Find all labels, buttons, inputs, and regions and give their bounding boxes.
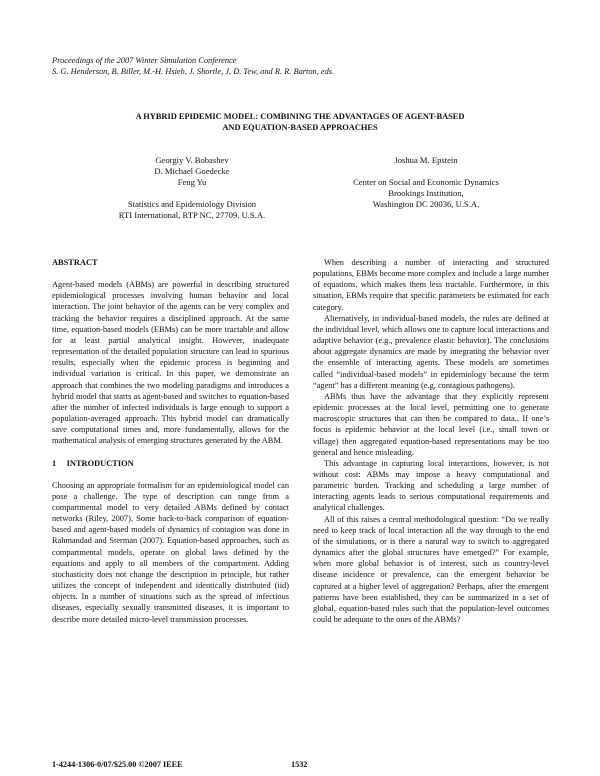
- body-paragraph: This advantage in capturing local interactions, however, is not without cost: ABMs may impose a heavy computational and parametric burden. Tracking and scheduling a large number of interacting agents leads to serious computational requirements and analytical challenges.: [313, 458, 549, 513]
- intro-heading: [52, 458, 289, 469]
- abstract-text: Agent-based models (ABMs) are powerful in describing structured epidemiological processes involving human behavior and local interaction. The joint behavior of the agents can be very complex and tracking the behavior requires a disciplined approach. At the same time, equation-based models (EBMs) can be more tractable and allow for at least partial analytical insight. However, inadequate representation of the detailed population structure can lead to spurious results, especially when the epidemic process is beginning and individual variation is critical. In this paper, we demonstrate an approach that combines the two modeling paradigms and introduces a hybrid model that starts as agent-based and switches to equation-based after the number of infected individuals is large enough to support a population-averaged approach. This hybrid model can dramatically save computational times and, more fundamentally, allows for the mathematical analysis of emerging structures generated by the ABM.: [52, 280, 289, 446]
- affiliation-line: Brookings Institution,: [388, 188, 464, 198]
- affiliation-line: Washington DC 20036, U.S.A.: [372, 199, 480, 209]
- paper-title: [70, 111, 530, 133]
- affiliation-line: Center on Social and Economic Dynamics: [353, 177, 499, 187]
- left-column: [52, 257, 289, 625]
- body-paragraph: All of this raises a central methodological question: “Do we really need to keep track of local interaction all the way through to the end of the simulations, or is there a natural way to switch to aggregated dynamics after the global structures have emerged?” For example, when more global behavior is of interest, such as country-level disease incidence or prevalence, can the emergent behavior be captured at a higher level of aggregation? Perhaps, after the emergent patterns have been established, they can be summarized in a set of global, equation-based rules such that the population-level outcomes could be adequate to the ones of the ABMs?: [313, 514, 549, 624]
- right-column: [313, 257, 549, 625]
- affiliation-line: Statistics and Epidemiology Division: [127, 199, 257, 209]
- intro-text: Choosing an appropriate formalism for an epidemiological model can pose a challenge. The type of description can range from a compartmental model to very detailed ABMs defined by contact networks (Riley, 2007). Some back-to-back comparison of equation-based and agent-based models of dynamics of contagion was done in Rahmandad and Sterman (2007). Equation-based approaches, such as compartmental models, operate on global laws defined by the equations and apply to all members of the compartment. Adding stochasticity does not change the description in principle, but rather utilizes the concept of independent and identically distributed (iid) objects. In a number of situations such as the spread of infectious diseases, especially sexually transmitted diseases, it is important to describe more detailed micro-level transmission processes.: [52, 480, 289, 624]
- author-name: Georgiy V. Bobashev: [155, 155, 229, 165]
- body-paragraph: Alternatively, in individual-based models, the rules are defined at the individual level, which allows one to capture local interactions and adaptive behavior (e.g., prevalence elastic behavior). The conclusions about aggregate dynamics are made by integrating the behavior over the ensemble of interacting agents. These models are sometimes called “individual-based models” in epidemiology because the term “agent” has a different meaning (e.g, contagious pathogens).: [313, 313, 549, 390]
- proceedings-line: Proceedings of the 2007 Winter Simulation Conference: [52, 56, 237, 65]
- authors-left: [92, 155, 292, 221]
- abstract-heading: ABSTRACT: [52, 258, 98, 267]
- title-line-2: AND EQUATION-BASED APPROACHES: [222, 123, 378, 132]
- author-name: D. Michael Goedecke: [154, 166, 230, 176]
- intro-heading-text: INTRODUCTION: [66, 458, 134, 468]
- footer-isbn: 1-4244-1306-0/07/$25.00 ©2007 IEEE: [52, 760, 183, 769]
- authors-right: [326, 155, 526, 210]
- editors-line: S. G. Henderson, B. Biller, M.-H. Hsieh, J. Shortle, J. D. Tew, and R. R. Barton, eds.: [52, 67, 335, 76]
- author-name: Feng Yu: [177, 177, 207, 187]
- intro-heading-number: 1: [52, 458, 57, 468]
- title-line-1: A HYBRID EPIDEMIC MODEL: COMBINING THE ADVANTAGES OF AGENT-BASED: [135, 112, 465, 121]
- page-number: 1532: [291, 760, 308, 769]
- affiliation-line: RTI International, RTP NC, 27709, U.S.A.: [118, 210, 266, 220]
- body-paragraph: When describing a number of interacting and structured populations, EBMs become more complex and include a large number of equations, which makes them less tractable. Furthermore, in this situation, EBMs require that specific parameters be estimated for each category.: [313, 258, 549, 312]
- author-name: Joshua M. Epstein: [394, 155, 458, 165]
- body-paragraph: ABMs thus have the advantage that they explicitly represent epidemic processes at the local level, permitting one to generate macroscopic structures that can then be compared to data.. If one’s focus is epidemic behavior at the local level (i.e., small town or village) then aggregated equation-based representations may be too general and hence misleading.: [313, 391, 549, 457]
